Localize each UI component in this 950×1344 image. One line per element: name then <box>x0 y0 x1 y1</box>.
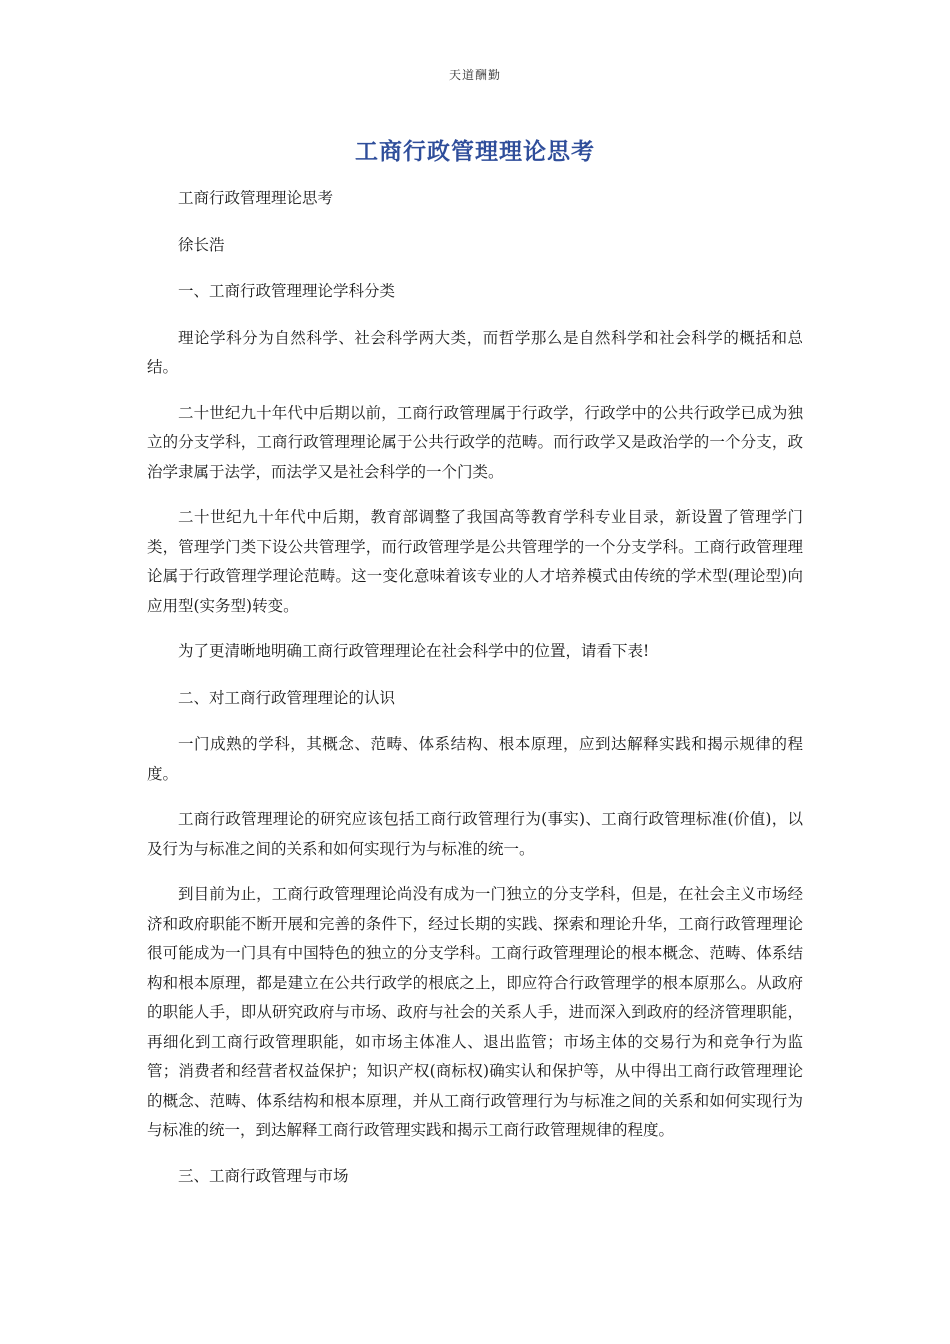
paragraph: 为了更清晰地明确工商行政管理理论在社会科学中的位置，请看下表! <box>178 642 650 660</box>
paragraph: 理论学科分为自然科学、社会科学两大类，而哲学那么是自然科学和社会科学的概括和总结。 <box>147 328 803 376</box>
section-heading-2: 二、对工商行政管理理论的认识 <box>178 688 396 707</box>
section-heading-1: 一、工商行政管理理论学科分类 <box>178 282 396 300</box>
paragraph: 一门成熟的学科，其概念、范畴、体系结构、根本原理，应到达解释实践和揭示规律的程度。 <box>147 735 803 783</box>
paragraph: 二十世纪九十年代中后期以前，工商行政管理属于行政学，行政学中的公共行政学已成为独立的分支学科，工商行政管理理论属于公共行政学的范畴。而行政学又是政治学的一个分支，政治学隶属于法学，而法学又是社会科学的一个门类。 <box>147 403 803 481</box>
page-header: 天道酬勤 <box>448 68 501 82</box>
document-title: 工商行政管理理论思考 <box>355 139 595 165</box>
document-body <box>147 184 803 1208</box>
paragraph-subtitle: 工商行政管理理论思考 <box>178 189 334 207</box>
paragraph-author: 徐长浩 <box>178 235 225 254</box>
paragraph: 工商行政管理理论的研究应该包括工商行政管理行为(事实)、工商行政管理标准(价值)，以及行为与标准之间的关系和如何实现行为与标准的统一。 <box>147 810 803 858</box>
paragraph: 二十世纪九十年代中后期，教育部调整了我国高等教育学科专业目录，新设置了管理学门类，管理学门类下设公共管理学，而行政管理学是公共管理学的一个分支学科。工商行政管理理论属于行政管理学理论范畴。这一变化意味着该专业的人才培养模式由传统的学术型(理论型)向应用型(实务型)转变。 <box>147 508 803 615</box>
section-heading-3: 三、工商行政管理与市场 <box>178 1166 349 1185</box>
paragraph: 到目前为止，工商行政管理理论尚没有成为一门独立的分支学科，但是，在社会主义市场经济和政府职能不断开展和完善的条件下，经过长期的实践、探索和理论升华，工商行政管理理论很可能成为一门具有中国特色的独立的分支学科。工商行政管理理论的根本概念、范畴、体系结构和根本原理，都是建立在公共行政学的根底之上，即应符合行政管理学的根本原那么。从政府的职能人手，即从研究政府与市场、政府与社会的关系人手，进而深入到政府的经济管理职能，再细化到工商行政管理职能，如市场主体准人、退出监管；市场主体的交易行为和竞争行为监管；消费者和经营者权益保护；知识产权(商标权)确实认和保护等，从中得出工商行政管理理论的概念、范畴、体系结构和根本原理，并从工商行政管理行为与标准之间的关系和如何实现行为与标准的统一，到达解释工商行政管理实践和揭示工商行政管理规律的程度。 <box>147 885 803 1139</box>
